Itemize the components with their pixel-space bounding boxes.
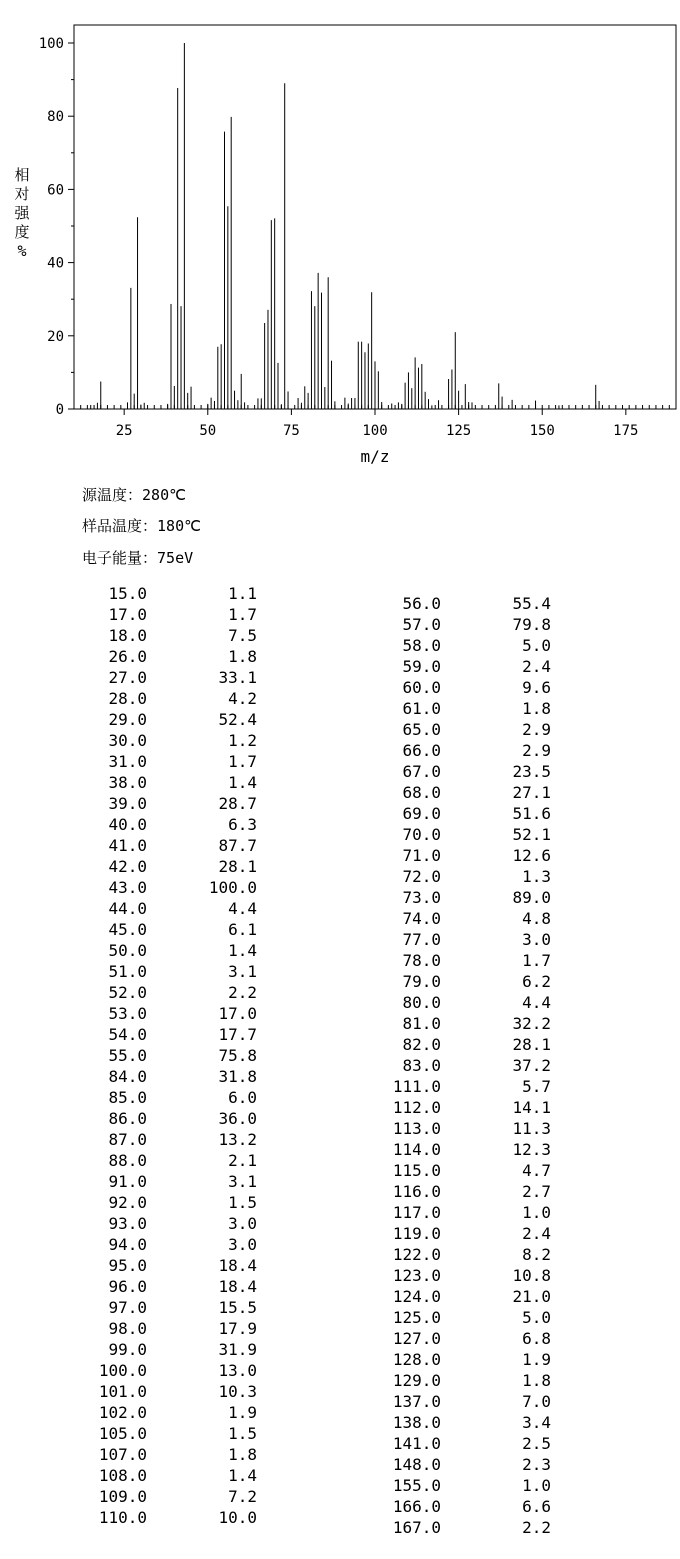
mz-value: 26.0 bbox=[108, 647, 147, 666]
abundance-value: 12.3 bbox=[512, 1140, 551, 1159]
abundance-value: 1.4 bbox=[228, 773, 257, 792]
abundance-value: 28.1 bbox=[218, 857, 257, 876]
abundance-value: 6.2 bbox=[522, 972, 551, 991]
abundance-value: 6.8 bbox=[522, 1329, 551, 1348]
abundance-value: 2.1 bbox=[228, 1151, 257, 1170]
mz-value: 31.0 bbox=[108, 752, 147, 771]
x-tick-label: 150 bbox=[529, 423, 555, 439]
abundance-value: 79.8 bbox=[512, 615, 551, 634]
source-temperature-value: 280℃ bbox=[142, 486, 186, 504]
mz-value: 93.0 bbox=[108, 1214, 147, 1233]
mz-value: 141.0 bbox=[392, 1434, 441, 1453]
mz-value: 17.0 bbox=[108, 605, 147, 624]
abundance-value: 28.7 bbox=[218, 794, 257, 813]
mz-value: 128.0 bbox=[392, 1350, 441, 1369]
mz-value: 81.0 bbox=[402, 1014, 441, 1033]
mass-spectrum-chart bbox=[0, 0, 680, 470]
mz-value: 85.0 bbox=[108, 1088, 147, 1107]
abundance-value: 87.7 bbox=[218, 836, 257, 855]
abundance-value: 10.8 bbox=[512, 1266, 551, 1285]
abundance-value: 4.4 bbox=[228, 899, 257, 918]
abundance-value: 31.9 bbox=[218, 1340, 257, 1359]
tick-labels bbox=[39, 36, 639, 439]
mz-value: 111.0 bbox=[392, 1077, 441, 1096]
abundance-value: 51.6 bbox=[512, 804, 551, 823]
mz-value: 86.0 bbox=[108, 1109, 147, 1128]
mz-value: 105.0 bbox=[98, 1424, 147, 1443]
abundance-value: 52.4 bbox=[218, 710, 257, 729]
mz-value: 54.0 bbox=[108, 1025, 147, 1044]
abundance-value: 18.4 bbox=[218, 1277, 257, 1296]
mz-value: 97.0 bbox=[108, 1298, 147, 1317]
mz-value: 117.0 bbox=[392, 1203, 441, 1222]
abundance-value: 4.2 bbox=[228, 689, 257, 708]
mz-value: 100.0 bbox=[98, 1361, 147, 1380]
electron-energy-label: 电子能量： bbox=[82, 549, 158, 567]
abundance-value: 31.8 bbox=[218, 1067, 257, 1086]
mz-value: 51.0 bbox=[108, 962, 147, 981]
abundance-value: 9.6 bbox=[522, 678, 551, 697]
y-tick-label: 80 bbox=[47, 109, 64, 126]
mz-value: 167.0 bbox=[392, 1518, 441, 1537]
abundance-value: 1.4 bbox=[228, 941, 257, 960]
mz-value: 112.0 bbox=[392, 1098, 441, 1117]
abundance-value: 15.5 bbox=[218, 1298, 257, 1317]
abundance-value: 100.0 bbox=[208, 878, 257, 897]
abundance-value: 1.4 bbox=[228, 1466, 257, 1485]
mz-value: 60.0 bbox=[402, 678, 441, 697]
mz-value: 74.0 bbox=[402, 909, 441, 928]
mz-value: 108.0 bbox=[98, 1466, 147, 1485]
mz-value: 43.0 bbox=[108, 878, 147, 897]
abundance-value: 1.3 bbox=[522, 867, 551, 886]
abundance-value: 1.5 bbox=[228, 1193, 257, 1212]
abundance-value: 1.8 bbox=[228, 647, 257, 666]
y-tick-label: 60 bbox=[47, 182, 64, 199]
mz-value: 98.0 bbox=[108, 1319, 147, 1338]
mz-value: 123.0 bbox=[392, 1266, 441, 1285]
abundance-value: 1.9 bbox=[228, 1403, 257, 1422]
mz-value: 101.0 bbox=[98, 1382, 147, 1401]
mz-value: 113.0 bbox=[392, 1119, 441, 1138]
mz-value: 110.0 bbox=[98, 1508, 147, 1527]
abundance-value: 2.5 bbox=[522, 1434, 551, 1453]
abundance-value: 1.0 bbox=[522, 1476, 551, 1495]
mz-value: 88.0 bbox=[108, 1151, 147, 1170]
mz-value: 41.0 bbox=[108, 836, 147, 855]
abundance-value: 1.7 bbox=[228, 605, 257, 624]
mz-value: 82.0 bbox=[402, 1035, 441, 1054]
mz-value: 99.0 bbox=[108, 1340, 147, 1359]
mz-value: 83.0 bbox=[402, 1056, 441, 1075]
mz-value: 115.0 bbox=[392, 1161, 441, 1180]
mz-value: 127.0 bbox=[392, 1329, 441, 1348]
mz-value: 79.0 bbox=[402, 972, 441, 991]
abundance-value: 17.7 bbox=[218, 1025, 257, 1044]
mz-value: 129.0 bbox=[392, 1371, 441, 1390]
abundance-value: 12.6 bbox=[512, 846, 551, 865]
mz-value: 109.0 bbox=[98, 1487, 147, 1506]
x-axis-label: m/z bbox=[360, 447, 390, 466]
y-tick-label: 40 bbox=[47, 255, 64, 272]
abundance-value: 6.1 bbox=[228, 920, 257, 939]
mz-value: 91.0 bbox=[108, 1172, 147, 1191]
sample-temperature bbox=[82, 516, 201, 536]
abundance-value: 2.3 bbox=[522, 1455, 551, 1474]
mz-value: 57.0 bbox=[402, 615, 441, 634]
abundance-value: 4.7 bbox=[522, 1161, 551, 1180]
abundance-value: 4.8 bbox=[522, 909, 551, 928]
mz-value: 84.0 bbox=[108, 1067, 147, 1086]
mz-value: 59.0 bbox=[402, 657, 441, 676]
mz-value: 30.0 bbox=[108, 731, 147, 750]
abundance-value: 1.8 bbox=[522, 699, 551, 718]
mz-value: 53.0 bbox=[108, 1004, 147, 1023]
abundance-value: 5.0 bbox=[522, 636, 551, 655]
mz-value: 107.0 bbox=[98, 1445, 147, 1464]
abundance-value: 3.0 bbox=[522, 930, 551, 949]
mz-value: 94.0 bbox=[108, 1235, 147, 1254]
sample-temperature-value: 180℃ bbox=[157, 517, 201, 535]
abundance-value: 7.0 bbox=[522, 1392, 551, 1411]
abundance-value: 13.2 bbox=[218, 1130, 257, 1149]
mz-value: 78.0 bbox=[402, 951, 441, 970]
mz-value: 61.0 bbox=[402, 699, 441, 718]
abundance-value: 13.0 bbox=[218, 1361, 257, 1380]
abundance-value: 2.9 bbox=[522, 741, 551, 760]
mz-value: 68.0 bbox=[402, 783, 441, 802]
mz-value: 52.0 bbox=[108, 983, 147, 1002]
y-tick-label: 20 bbox=[47, 328, 64, 345]
abundance-value: 1.7 bbox=[522, 951, 551, 970]
abundance-value: 21.0 bbox=[512, 1287, 551, 1306]
abundance-value: 2.2 bbox=[228, 983, 257, 1002]
mz-value: 38.0 bbox=[108, 773, 147, 792]
abundance-value: 1.9 bbox=[522, 1350, 551, 1369]
abundance-value: 5.0 bbox=[522, 1308, 551, 1327]
abundance-value: 3.4 bbox=[522, 1413, 551, 1432]
x-tick-label: 50 bbox=[199, 423, 217, 439]
abundance-value: 1.5 bbox=[228, 1424, 257, 1443]
abundance-value: 5.7 bbox=[522, 1077, 551, 1096]
abundance-value: 1.2 bbox=[228, 731, 257, 750]
abundance-value: 11.3 bbox=[512, 1119, 551, 1138]
x-tick-label: 75 bbox=[282, 423, 300, 439]
abundance-value: 36.0 bbox=[218, 1109, 257, 1128]
abundance-value: 23.5 bbox=[512, 762, 551, 781]
abundance-value: 2.2 bbox=[522, 1518, 551, 1537]
abundance-value: 75.8 bbox=[218, 1046, 257, 1065]
abundance-value: 6.0 bbox=[228, 1088, 257, 1107]
abundance-value: 2.9 bbox=[522, 720, 551, 739]
abundance-value: 1.0 bbox=[522, 1203, 551, 1222]
abundance-value: 3.1 bbox=[228, 962, 257, 981]
mz-value: 116.0 bbox=[392, 1182, 441, 1201]
mz-value: 29.0 bbox=[108, 710, 147, 729]
abundance-value: 17.9 bbox=[218, 1319, 257, 1338]
mz-value: 96.0 bbox=[108, 1277, 147, 1296]
abundance-value: 52.1 bbox=[512, 825, 551, 844]
y-axis-label: 相对强度% bbox=[14, 166, 30, 260]
abundance-value: 6.3 bbox=[228, 815, 257, 834]
abundance-value: 2.7 bbox=[522, 1182, 551, 1201]
y-tick-label: 0 bbox=[55, 402, 64, 418]
mz-value: 55.0 bbox=[108, 1046, 147, 1065]
mz-value: 119.0 bbox=[392, 1224, 441, 1243]
source-temperature-label: 源温度： bbox=[82, 486, 143, 504]
abundance-value: 1.8 bbox=[228, 1445, 257, 1464]
mz-value: 28.0 bbox=[108, 689, 147, 708]
abundance-value: 89.0 bbox=[512, 888, 551, 907]
abundance-value: 3.0 bbox=[228, 1214, 257, 1233]
plot-frame bbox=[74, 25, 676, 409]
abundance-value: 7.5 bbox=[228, 626, 257, 645]
abundance-value: 6.6 bbox=[522, 1497, 551, 1516]
mz-value: 124.0 bbox=[392, 1287, 441, 1306]
mz-value: 15.0 bbox=[108, 584, 147, 603]
abundance-value: 27.1 bbox=[512, 783, 551, 802]
mz-value: 73.0 bbox=[402, 888, 441, 907]
abundance-value: 28.1 bbox=[512, 1035, 551, 1054]
mz-value: 87.0 bbox=[108, 1130, 147, 1149]
electron-energy bbox=[82, 548, 193, 568]
mz-value: 155.0 bbox=[392, 1476, 441, 1495]
abundance-value: 4.4 bbox=[522, 993, 551, 1012]
abundance-value: 17.0 bbox=[218, 1004, 257, 1023]
mz-value: 148.0 bbox=[392, 1455, 441, 1474]
abundance-value: 8.2 bbox=[522, 1245, 551, 1264]
abundance-value: 18.4 bbox=[218, 1256, 257, 1275]
abundance-value: 37.2 bbox=[512, 1056, 551, 1075]
mz-value: 71.0 bbox=[402, 846, 441, 865]
abundance-value: 14.1 bbox=[512, 1098, 551, 1117]
abundance-value: 1.7 bbox=[228, 752, 257, 771]
abundance-value: 3.1 bbox=[228, 1172, 257, 1191]
mz-value: 80.0 bbox=[402, 993, 441, 1012]
mz-value: 44.0 bbox=[108, 899, 147, 918]
mz-value: 67.0 bbox=[402, 762, 441, 781]
abundance-value: 32.2 bbox=[512, 1014, 551, 1033]
abundance-value: 2.4 bbox=[522, 657, 551, 676]
mz-value: 122.0 bbox=[392, 1245, 441, 1264]
x-tick-label: 25 bbox=[115, 423, 133, 439]
mz-value: 18.0 bbox=[108, 626, 147, 645]
sample-temperature-label: 样品温度： bbox=[82, 517, 158, 535]
mz-value: 102.0 bbox=[98, 1403, 147, 1422]
mz-value: 72.0 bbox=[402, 867, 441, 886]
abundance-value: 1.8 bbox=[522, 1371, 551, 1390]
mz-value: 95.0 bbox=[108, 1256, 147, 1275]
mz-value: 92.0 bbox=[108, 1193, 147, 1212]
abundance-value: 10.3 bbox=[218, 1382, 257, 1401]
mz-value: 166.0 bbox=[392, 1497, 441, 1516]
peak-lines bbox=[91, 43, 599, 409]
abundance-value: 55.4 bbox=[512, 594, 551, 613]
mz-value: 66.0 bbox=[402, 741, 441, 760]
mz-value: 70.0 bbox=[402, 825, 441, 844]
mz-value: 58.0 bbox=[402, 636, 441, 655]
mz-value: 56.0 bbox=[402, 594, 441, 613]
abundance-value: 10.0 bbox=[218, 1508, 257, 1527]
mz-value: 50.0 bbox=[108, 941, 147, 960]
x-tick-label: 175 bbox=[613, 423, 639, 439]
electron-energy-value: 75eV bbox=[157, 549, 194, 567]
mz-value: 69.0 bbox=[402, 804, 441, 823]
mz-value: 40.0 bbox=[108, 815, 147, 834]
mz-value: 39.0 bbox=[108, 794, 147, 813]
mz-value: 138.0 bbox=[392, 1413, 441, 1432]
abundance-value: 1.1 bbox=[228, 584, 257, 603]
mz-value: 77.0 bbox=[402, 930, 441, 949]
abundance-value: 3.0 bbox=[228, 1235, 257, 1254]
mz-value: 137.0 bbox=[392, 1392, 441, 1411]
x-tick-label: 125 bbox=[445, 423, 472, 439]
mz-value: 45.0 bbox=[108, 920, 147, 939]
mz-value: 114.0 bbox=[392, 1140, 441, 1159]
mz-value: 27.0 bbox=[108, 668, 147, 687]
abundance-value: 7.2 bbox=[228, 1487, 257, 1506]
mz-value: 125.0 bbox=[392, 1308, 441, 1327]
y-tick-label: 100 bbox=[38, 36, 64, 52]
abundance-value: 2.4 bbox=[522, 1224, 551, 1243]
mz-value: 42.0 bbox=[108, 857, 147, 876]
source-temperature bbox=[82, 485, 186, 505]
x-tick-label: 100 bbox=[362, 423, 388, 439]
abundance-value: 33.1 bbox=[218, 668, 257, 687]
mz-value: 65.0 bbox=[402, 720, 441, 739]
